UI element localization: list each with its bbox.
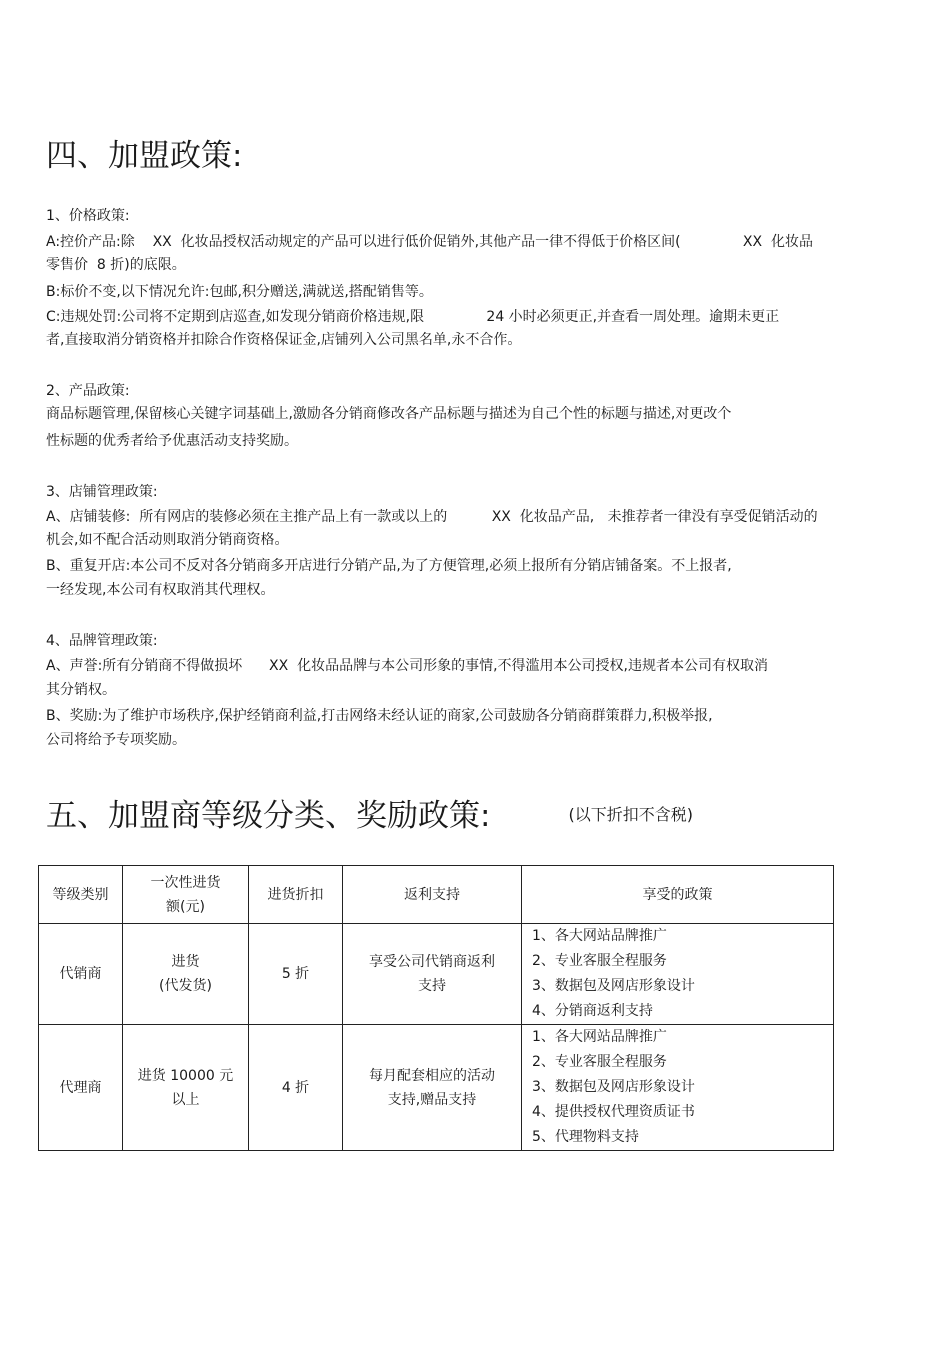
section-5-title: [46, 790, 693, 835]
header-rebate: 返利支持: [343, 866, 522, 924]
price-policy-a-line2: 零售价 8 折)的底限。: [46, 257, 186, 273]
row-rebate: [343, 924, 522, 1025]
policy-item: 4、分销商返利支持: [532, 1003, 653, 1019]
header-purchase-line2: 额(元): [166, 898, 205, 915]
brand-policy-heading: 4、品牌管理政策:: [46, 633, 158, 649]
row-rebate-line2: 支持: [418, 978, 446, 994]
policy-item: 2、专业客服全程服务: [532, 1054, 667, 1070]
policy-item: 3、数据包及网店形象设计: [532, 1079, 695, 1095]
header-policies: 享受的政策: [522, 866, 834, 924]
policy-item: 3、数据包及网店形象设计: [532, 978, 695, 994]
price-policy-a-line1: A:控价产品:除 XX 化妆品授权活动规定的产品可以进行低价促销外,其他产品一律不得低于价格区间( XX 化妆品: [46, 234, 813, 250]
store-policy-heading: 3、店铺管理政策:: [46, 484, 158, 500]
tax-note: (以下折扣不含税): [568, 805, 693, 824]
brand-policy-a-line2: 其分销权。: [46, 682, 116, 698]
row-purchase-line1: 进货: [171, 954, 200, 970]
row-policies: [522, 924, 834, 1025]
policy-list: [522, 924, 833, 1024]
row-purchase-line2: (代发货): [159, 978, 212, 994]
table-header-row: [39, 866, 834, 924]
row-rebate-line2: 支持,赠品支持: [387, 1091, 477, 1108]
policy-item: 1、各大网站品牌推广: [532, 928, 667, 944]
store-policy-a-line2: 机会,如不配合活动则取消分销商资格。: [46, 532, 289, 548]
header-purchase-amount: [123, 866, 249, 924]
product-policy-line2: 性标题的优秀者给予优惠活动支持奖励。: [46, 433, 298, 449]
policy-item: 2、专业客服全程服务: [532, 953, 667, 969]
price-policy-c-line2: 者,直接取消分销资格并扣除合作资格保证金,店铺列入公司黑名单,永不合作。: [46, 332, 522, 348]
row-rebate: [343, 1025, 522, 1151]
row-level: 代理商: [39, 1025, 123, 1151]
row-discount: 4 折: [249, 1025, 343, 1151]
section-4-title: 四、加盟政策:: [46, 138, 243, 174]
section-5-title-text: 五、加盟商等级分类、奖励政策:: [46, 798, 491, 834]
brand-policy-b-line2: 公司将给予专项奖励。: [46, 732, 186, 748]
store-policy-b-line1: B、重复开店:本公司不反对各分销商多开店进行分销产品,为了方便管理,必须上报所有分销店铺备案。不上报者,: [46, 558, 732, 574]
table-row: [39, 924, 834, 1025]
dealer-grade-table: [38, 865, 834, 1151]
brand-policy-b-line1: B、奖励:为了维护市场秩序,保护经销商利益,打击网络未经认证的商家,公司鼓励各分销商群策群力,积极举报,: [46, 708, 713, 724]
header-purchase-line1: 一次性进货: [150, 874, 221, 891]
policy-item: 4、提供授权代理资质证书: [532, 1104, 695, 1120]
row-rebate-line1: 享受公司代销商返利: [369, 954, 495, 970]
table-row: [39, 1025, 834, 1151]
row-purchase-line1: 进货 10000 元: [137, 1067, 234, 1084]
price-policy-b: B:标价不变,以下情况允许:包邮,积分赠送,满就送,搭配销售等。: [46, 284, 433, 300]
product-policy-line1: 商品标题管理,保留核心关键字词基础上,激励各分销商修改各产品标题与描述为自己个性的标题与描述,对更改个: [46, 406, 732, 422]
row-purchase: [123, 924, 249, 1025]
price-policy-c-line1: C:违规处罚:公司将不定期到店巡查,如发现分销商价格违规,限 24 小时必须更正,并查看一周处理。逾期未更正: [46, 309, 780, 325]
row-level: 代销商: [39, 924, 123, 1025]
policy-item: 5、代理物料支持: [532, 1129, 639, 1145]
row-policies: [522, 1025, 834, 1151]
price-policy-heading: 1、价格政策:: [46, 208, 130, 224]
header-level: 等级类别: [39, 866, 123, 924]
product-policy-heading: 2、产品政策:: [46, 383, 130, 399]
store-policy-b-line2: 一经发现,本公司有权取消其代理权。: [46, 582, 275, 598]
row-rebate-line1: 每月配套相应的活动: [369, 1067, 495, 1084]
row-purchase-line2: 以上: [171, 1091, 200, 1108]
brand-policy-a-line1: A、声誉:所有分销商不得做损坏 XX 化妆品品牌与本公司形象的事情,不得滥用本公司授权,违规者本公司有权取消: [46, 658, 768, 674]
row-discount: 5 折: [249, 924, 343, 1025]
header-discount: 进货折扣: [249, 866, 343, 924]
store-policy-a-line1: A、店铺装修: 所有网店的装修必须在主推产品上有一款或以上的 XX 化妆品产品, 未推荐者一律没有享受促销活动的: [46, 509, 818, 525]
policy-list: [522, 1025, 833, 1150]
policy-item: 1、各大网站品牌推广: [532, 1029, 667, 1045]
row-purchase: [123, 1025, 249, 1151]
